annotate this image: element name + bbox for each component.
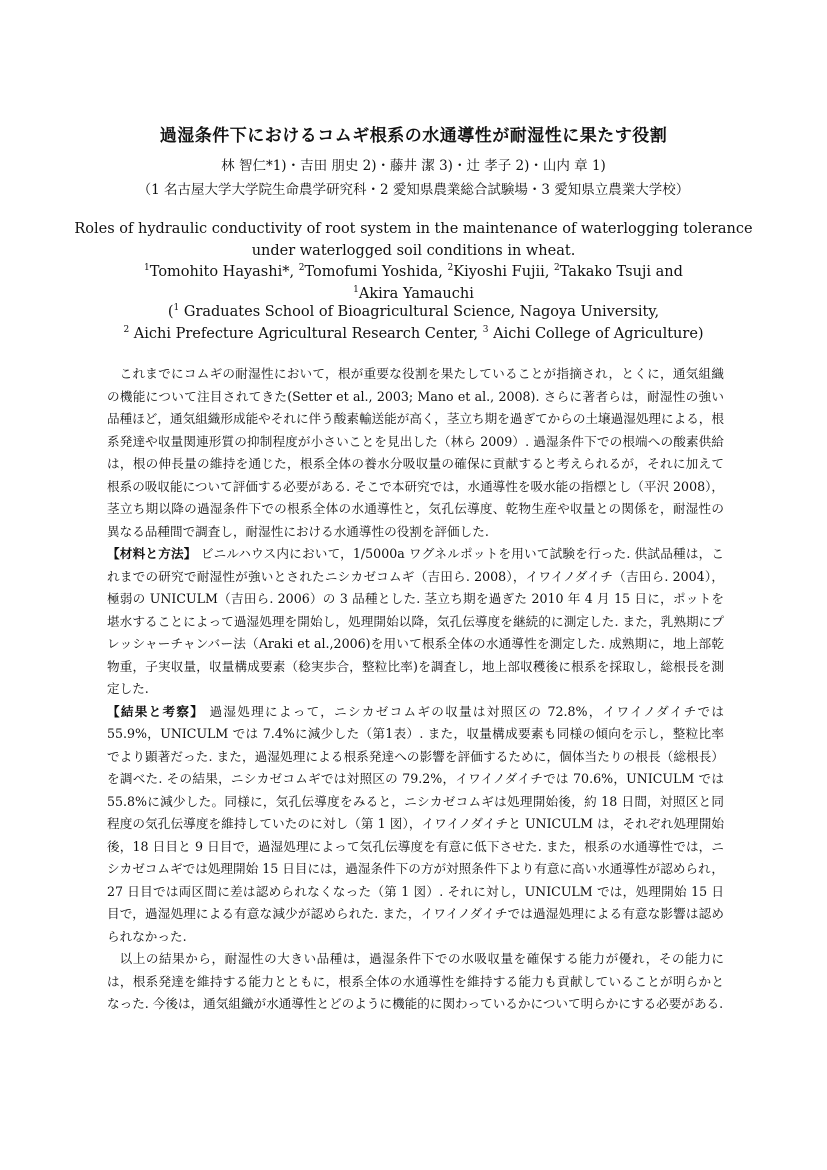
author-1: Tomohito Hayashi bbox=[149, 264, 283, 280]
author-1-affil-mark: 1 bbox=[144, 263, 150, 274]
japanese-authors: 林 智仁*1)・吉田 朋史 2)・藤井 潔 3)・辻 孝子 2)・山内 章 1) bbox=[221, 158, 606, 174]
author-2: Tomofumi Yoshida bbox=[304, 264, 439, 280]
methods-paragraph bbox=[107, 543, 724, 701]
abstract-body bbox=[107, 363, 724, 1016]
results-heading: 【結果と考察】 bbox=[107, 703, 205, 719]
english-title-line-1: Roles of hydraulic conductivity of root system in the maintenance of waterlogging tolerance bbox=[74, 221, 753, 237]
english-affiliation-line-2: $^2$ Aichi Prefecture Agricultural Research Center, $^3$ Aichi College of Agriculture) bbox=[123, 325, 704, 342]
english-affiliation-line-1: ($^1$ Graduates School of Bioagricultural Science, Nagoya University, bbox=[167, 303, 660, 320]
methods-heading: 【材料と方法】 bbox=[107, 546, 197, 561]
english-title-line-2: under waterlogged soil conditions in wheat. bbox=[251, 243, 576, 259]
english-authors bbox=[60, 261, 767, 305]
introduction-paragraph: これまでにコムギの耐湿性において，根が重要な役割を果たしていることが指摘され，とくに，通気組織の機能について注目されてきた(Setter et al., 2003; Mano et al., 2008). さらに著者らは，耐湿性の強い品種ほど，通気組織形成能やそれに伴う酸素輸送能が高く，茎立ち期を過ぎてからの土壌過湿処理による，根系発達や収量関連形質の抑制程度が小さいことを見出した（林ら 2009）. 過湿条件下での根端への酸素供給は，根の伸長量の維持を通じた，根系全体の養水分吸収量の確保に貢献すると考えられるが，それに加えて根系の吸収能について評価する必要がある. そこで本研究では，水通導性を吸水能の指標とし（平沢 2008），茎立ち期以降の過湿条件下での根系全体の水通導性と，気孔伝導度、乾物生産や収量との関係を，耐湿性の異なる品種間で調査し，耐湿性における水通導性の役割を評価した. bbox=[107, 366, 724, 539]
results-paragraph bbox=[107, 701, 724, 949]
author-3-affil-mark: 2 bbox=[447, 263, 454, 274]
author-3: Kiyoshi Fujii bbox=[453, 264, 545, 280]
author-5-affil-mark: 1 bbox=[353, 285, 359, 296]
conclusion-paragraph: 以上の結果から，耐湿性の大きい品種は，過湿条件下での水吸収量を確保する能力が優れ，その能力には，根系発達を維持する能力とともに，根系全体の水通導性を維持する能力も貢献していることが明らかとなった. 今後は，通気組織が水通導性とどのように機能的に関わっているかについて明らかにする必要がある. bbox=[107, 951, 724, 1011]
japanese-title: 過湿条件下におけるコムギ根系の水通導性が耐湿性に果たす役割 bbox=[159, 126, 668, 146]
english-title bbox=[60, 218, 767, 262]
author-2-affil-mark: 2 bbox=[298, 263, 305, 274]
author-4-affil-mark: 2 bbox=[554, 263, 560, 274]
author-4: Takako Tsuji and bbox=[559, 264, 683, 280]
japanese-affiliations: （1 名古屋大学大学院生命農学研究科・2 愛知県農業総合試験場・3 愛知県立農業大学校） bbox=[137, 182, 690, 198]
results-text: 過湿処理によって，ニシカゼコムギの収量は対照区の 72.8%，イワイノダイチでは 55.9%，UNICULM では 7.4%に減少した（第1表）. また，収量構成要素も同様の傾向を示し，整粒比率でより顕著だった. また，過湿処理による根系発達への影響を評価するために，個体当たりの根長（総根長）を調べた. その結果，ニシカゼコムギでは対照区の 79.2%，イワイノダイチでは 70.6%，UNICULM では 55.8%に減少した。同様に，気孔伝導度をみると，ニシカゼコムギは処理開始後，約 18 日間，対照区と同程度の気孔伝導度を維持していたのに対し（第 1 図），イワイノダイチと UNICULM は，それぞれ処理開始後，18 日目と 9 日目で，過湿処理によって気孔伝導度を有意に低下させた. また，根系の水通導性では，ニシカゼコムギでは処理開始 15 日目には，過湿条件下の方が対照条件下より有意に高い水通導性が認められ，27 日目では両区間に差は認められなくなった（第 1 図）. それに対し，UNICULM では，処理開始 15 日目で，過湿処理による有意な減少が認められた. また，イワイノダイチでは過湿処理による有意な影響は認められなかった. bbox=[107, 703, 724, 944]
english-authors-line-1: $^1$Tomohito Hayashi*, $^2$Tomofumi Yoshida, $^2$Kiyoshi Fujii, $^2$Takako Tsuji and bbox=[144, 263, 683, 280]
english-affiliations bbox=[60, 301, 767, 345]
methods-text: ビニルハウス内において，1/5000a ワグネルポットを用いて試験を行った. 供試品種は，これまでの研究で耐湿性が強いとされたニシカゼコムギ（吉田ら. 2008），イワイノダイチ（吉田ら. 2004），極弱の UNICULM（吉田ら. 2006）の 3 品種とした. 茎立ち期を過ぎた 2010 年 4 月 15 日に，ポットを堪水することによって過湿処理を開始し，処理開始以降，気孔伝導度を継続的に測定した. また，乳熟期にプレッシャーチャンバー法（Araki et al.,2006)を用いて根系全体の水通導性を測定した. 成熟期に，地上部乾物重，子実収量，収量構成要素（稔実歩合，整粒比率)を調査し，地上部収穫後に根系を採取し，総根長を測定した. bbox=[107, 546, 725, 696]
corresponding-mark: * bbox=[282, 264, 290, 280]
author-5: Akira Yamauchi bbox=[358, 286, 474, 302]
